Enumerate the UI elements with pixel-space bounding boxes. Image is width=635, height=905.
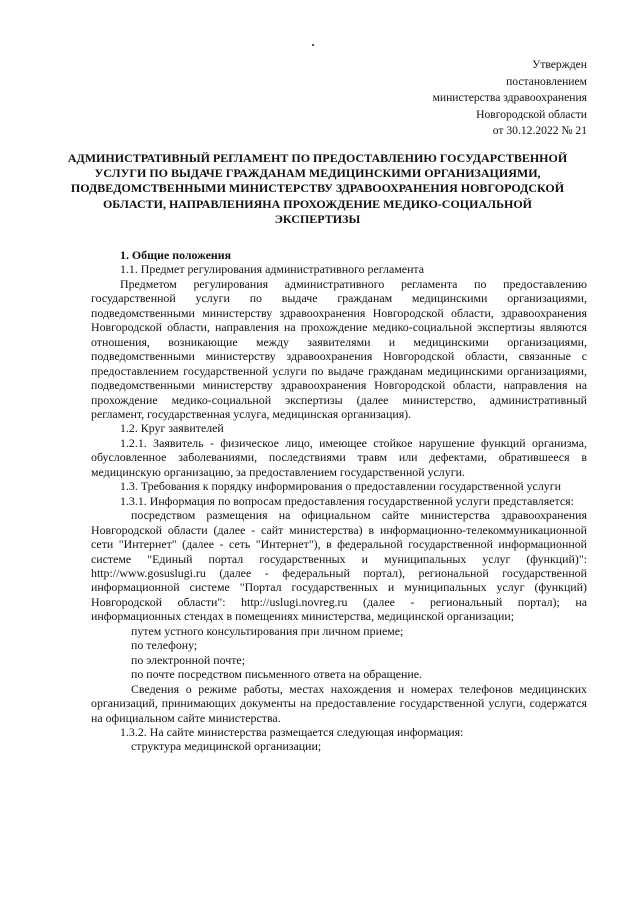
document-title: АДМИНИСТРАТИВНЫЙ РЕГЛАМЕНТ ПО ПРЕДОСТАВЛЕНИЮ ГОСУДАРСТВЕННОЙ УСЛУГИ ПО ВЫДАЧЕ ГРАЖДАНАМ МЕДИЦИНСКИМИ ОРГАНИЗАЦИЯМИ, ПОДВЕДОМСТВЕННЫМИ МИНИСТЕРСТВУ ЗДРАВООХРАНЕНИЯ НОВГОРОДСКОЙ ОБЛАСТИ, НАПРАВЛЕНИЯНА ПРОХОЖДЕНИЕ МЕДИКО-СОЦИАЛЬНОЙ ЭКСПЕРТИЗЫ — [67, 151, 568, 226]
scan-speck — [312, 44, 314, 46]
paragraph: Предметом регулирования административного регламента по предоставлению государственной услуги по выдаче гражданам медицинскими организациями, подведомственными министерству здравоохранения Новгородской области, здравоохранения Новгородской области, направления на прохождение медико-социальной экспертизы являются отношения, возникающие между заявителями и медицинскими организациями, подведомственными министерству здравоохранения Новгородской области, связанные с предоставлением государственной услуги по выдаче гражданам медицинскими организациями, подведомственными министерству здравоохранения Новгородской области, направления на прохождение медико-социальной экспертизы (далее министерство, административный регламент, государственная услуга, медицинская организация). — [91, 276, 587, 421]
list-item: структура медицинской организации; — [131, 739, 322, 754]
approval-line: Новгородской области — [476, 107, 587, 121]
subsection-heading: 1.2. Круг заявителей — [120, 421, 224, 436]
approval-line: министерства здравоохранения — [432, 91, 587, 105]
document-body — [91, 248, 587, 754]
approval-stamp-block — [433, 57, 587, 140]
list-item: по телефону; — [131, 638, 198, 653]
approval-line: постановлением — [506, 74, 587, 88]
list-item: по почте посредством письменного ответа на обращение. — [131, 667, 422, 682]
list-item: по электронной почте; — [131, 652, 245, 667]
subsection-heading: 1.1. Предмет регулирования административного регламента — [120, 262, 425, 277]
list-item: посредством размещения на официальном сайте министерства здравоохранения Новгородской области (далее - сайт министерства) в информационно-телекоммуникационной сети "Интернет" (далее - сеть "Интернет"), в федеральной государственной информационной системе "Единый портал государственных и муниципальных услуг (функций)": http://www.gosuslugi.ru (далее - федеральный портал), региональной государственной информационной системе "Портал государственных и муниципальных услуг (функций) Новгородской области": http://uslugi.novreg.ru (далее - региональный портал); на информационных стендах в помещениях министерства, медицинской организации; — [91, 508, 587, 624]
paragraph: 1.2.1. Заявитель - физическое лицо, имеющее стойкое нарушение функций организма, обусловленное заболеваниями, последствиями травм или дефектами, обратившееся в медицинскую организацию, за предоставлением государственной услуги. — [91, 435, 587, 479]
paragraph: 1.3.2. На сайте министерства размещается следующая информация: — [120, 724, 464, 739]
approval-line: Утвержден — [532, 58, 587, 71]
subsection-heading: 1.3. Требования к порядку информирования о предоставлении государственной услуги — [120, 479, 561, 494]
paragraph: 1.3.1. Информация по вопросам предоставления государственной услуги представляется: — [120, 493, 574, 508]
list-item: путем устного консультирования при личном приеме; — [131, 623, 404, 638]
section-heading: 1. Общие положения — [120, 248, 232, 262]
approval-line: от 30.12.2022 № 21 — [492, 124, 587, 138]
paragraph: Сведения о режиме работы, местах нахождения и номерах телефонов медицинских организаций, принимающих документы на предоставление государственной услуги, содержатся на официальном сайте министерства. — [91, 681, 587, 725]
